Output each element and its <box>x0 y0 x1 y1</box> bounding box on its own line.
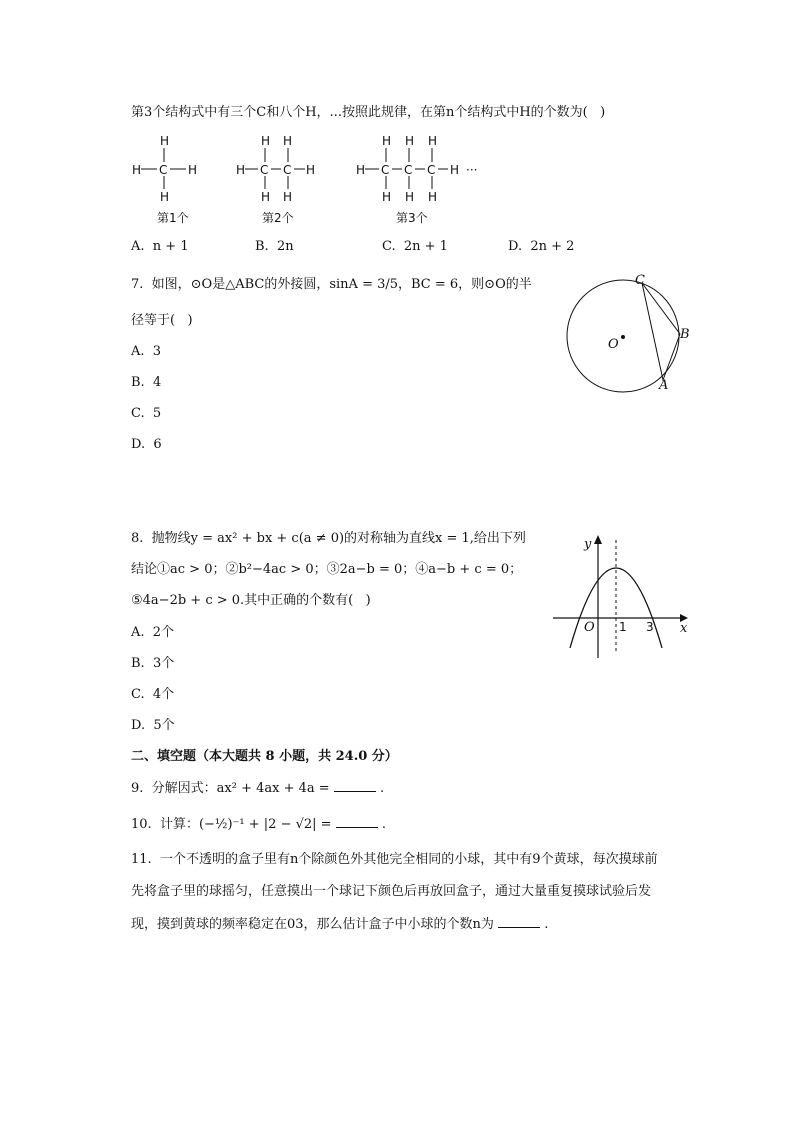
svg-text:H: H <box>382 190 392 204</box>
svg-text:H: H <box>405 134 415 148</box>
q11-answer-blank[interactable] <box>498 915 540 928</box>
center-dot <box>621 335 625 339</box>
triangle-abc <box>642 283 680 380</box>
svg-text:H: H <box>428 190 438 204</box>
caption-2: 第2个 <box>262 211 294 225</box>
q8-line-3: ⑤4a−2b + c > 0.其中正确的个数有( ) <box>131 593 371 608</box>
q7-option-a[interactable]: A. 3 <box>131 344 162 359</box>
q11-end: . <box>544 917 549 932</box>
svg-text:H: H <box>306 163 316 177</box>
structure-3 <box>356 134 477 204</box>
q9-text: 9. 分解因式：ax² + 4ax + 4a = <box>131 781 334 796</box>
svg-text:H: H <box>428 134 438 148</box>
parabola-figure <box>550 530 695 660</box>
atom-c: C <box>159 163 168 177</box>
q8-option-a[interactable]: A. 2个 <box>131 625 175 640</box>
q8-option-b[interactable]: B. 3个 <box>131 656 175 671</box>
atom-h: H <box>160 190 170 204</box>
q8-line-1: 8. 抛物线y = ax² + bx + c(a ≠ 0)的对称轴为直线x = 1,给出下列 <box>131 531 526 546</box>
svg-text:C: C <box>260 163 269 177</box>
label-c: C <box>635 273 645 288</box>
q7-option-d[interactable]: D. 6 <box>131 437 162 452</box>
q9 <box>131 779 384 798</box>
structure-2 <box>236 134 315 204</box>
svg-text:H: H <box>236 163 246 177</box>
q6-option-d[interactable]: D. 2n + 2 <box>508 239 575 254</box>
q11-line-3-text: 现，摸到黄球的频率稳定在03，那么估计盒子中小球的个数n为 <box>131 917 494 932</box>
svg-text:C: C <box>427 163 436 177</box>
label-o: O <box>608 337 619 352</box>
q10-answer-blank[interactable] <box>336 815 378 828</box>
label-three: 3 <box>646 620 654 634</box>
svg-text:C: C <box>404 163 413 177</box>
label-y: y <box>584 537 592 552</box>
q10-end: . <box>381 817 386 832</box>
atom-h: H <box>188 163 198 177</box>
svg-text:C: C <box>283 163 292 177</box>
svg-text:H: H <box>356 163 366 177</box>
svg-text:H: H <box>450 163 460 177</box>
svg-text:H: H <box>283 190 293 204</box>
q8-option-c[interactable]: C. 4个 <box>131 687 175 702</box>
q6-option-a[interactable]: A. n + 1 <box>131 239 189 254</box>
svg-text:C: C <box>381 163 390 177</box>
q7-line-2: 径等于( ) <box>131 313 193 328</box>
svg-text:H: H <box>283 134 293 148</box>
q11-line-1: 11. 一个不透明的盒子里有n个除颜色外其他完全相同的小球，其中有9个黄球，每次摸球前 <box>131 852 658 867</box>
q6-option-b[interactable]: B. 2n <box>255 239 294 254</box>
svg-text:H: H <box>261 134 271 148</box>
q7-option-c[interactable]: C. 5 <box>131 406 162 421</box>
svg-text:H: H <box>261 190 271 204</box>
q9-end: . <box>379 781 385 796</box>
label-one: 1 <box>619 620 627 634</box>
structure-1 <box>132 134 197 204</box>
q10 <box>131 815 386 834</box>
atom-h: H <box>132 163 142 177</box>
svg-text:H: H <box>382 134 392 148</box>
q8-line-2: 结论①ac > 0；②b²−4ac > 0；③2a−b = 0；④a−b + c = 0； <box>131 562 523 577</box>
caption-3: 第3个 <box>396 211 428 225</box>
q6-option-c[interactable]: C. 2n + 1 <box>382 239 448 254</box>
q6-stem: 第3个结构式中有三个C和八个H，...按照此规律，在第n个结构式中H的个数为( ) <box>131 105 606 120</box>
label-a: A <box>659 378 669 393</box>
q7-option-b[interactable]: B. 4 <box>131 375 162 390</box>
q11-line-2: 先将盒子里的球摇匀，任意摸出一个球记下颜色后再放回盒子，通过大量重复摸球试验后发 <box>131 884 652 899</box>
ellipsis: ··· <box>466 163 478 177</box>
label-b: B <box>680 327 690 342</box>
q9-answer-blank[interactable] <box>334 779 376 792</box>
q11-line-3 <box>131 915 548 934</box>
q10-text: 10. 计算：(−½)⁻¹ + |2 − √2| = <box>131 817 336 832</box>
svg-text:H: H <box>405 190 415 204</box>
q7-line-1: 7. 如图，⊙O是△ABC的外接圆，sinA = 3/5，BC = 6，则⊙O的半 <box>131 277 532 292</box>
label-origin: O <box>584 620 595 635</box>
caption-1: 第1个 <box>157 211 189 225</box>
section-title: 二、填空题（本大题共 8 小题，共 24.0 分） <box>131 749 398 764</box>
circumcircle-figure <box>560 270 690 395</box>
label-x: x <box>680 621 688 636</box>
atom-h: H <box>160 134 170 148</box>
q8-option-d[interactable]: D. 5个 <box>131 718 175 733</box>
